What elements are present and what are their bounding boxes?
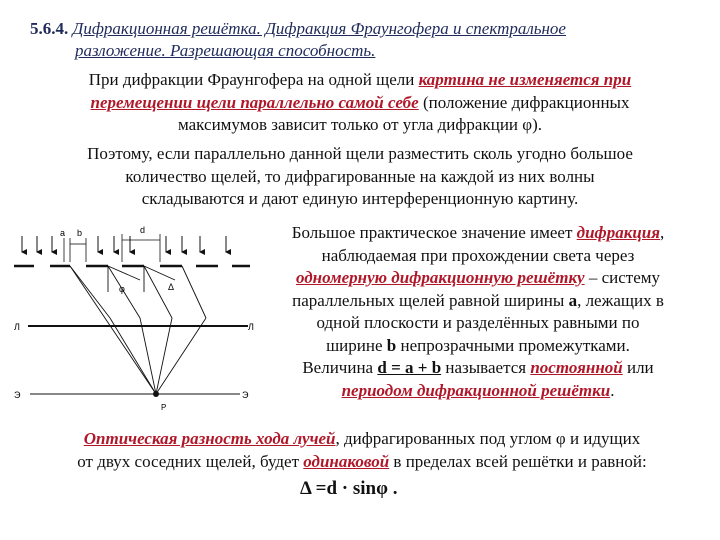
rt-l8-b: . xyxy=(610,380,615,400)
p1-text-a: При дифракции Фраунгофера на одной щели xyxy=(88,70,419,89)
rt-symbol-a: a xyxy=(568,290,578,310)
label-lens-right: Л xyxy=(248,322,254,332)
rt-red-diffraction: дифракция xyxy=(576,223,661,242)
rt-line-2: наблюдаемая при прохождении света через xyxy=(321,245,635,265)
grating-diagram xyxy=(10,222,255,420)
label-screen-right: Э xyxy=(242,390,249,400)
rt-red-constant: постоянной xyxy=(530,358,623,377)
path-difference-paragraph xyxy=(20,428,704,473)
rt-l4-a: параллельных щелей равной ширины xyxy=(292,290,569,310)
label-lens-left: Л xyxy=(14,322,20,332)
rt-l1-a: Большое практическое значение имеет xyxy=(291,223,577,242)
paragraph-many-slits xyxy=(20,143,700,211)
title-line-2: разложение. Разрешающая способность. xyxy=(75,41,376,60)
label-point: P xyxy=(161,403,167,412)
rt-formula-d: d = a + b xyxy=(377,358,442,377)
p1-text-c: максимумов зависит только от угла дифракции φ). xyxy=(178,115,542,134)
formula-path-difference: Δ =d · sinφ . xyxy=(300,478,398,499)
section-number: 5.6.4. xyxy=(30,19,69,38)
point-p xyxy=(153,391,159,397)
diffracted-rays xyxy=(70,266,206,394)
rt-l3-b: – систему xyxy=(584,268,661,287)
p2-line-3: складываются и дают единую интерференционную картину. xyxy=(141,189,579,208)
label-screen-left: Э xyxy=(14,390,21,400)
p1-text-b: (положение дифракционных xyxy=(418,92,630,112)
p2-line-2: количество щелей, то дифрагированные на каждой из них волны xyxy=(125,166,595,186)
bt-l2-c: в пределах всей решётки и равной: xyxy=(389,451,647,471)
rt-red-period: периодом дифракционной решётки xyxy=(341,380,611,400)
label-d: d xyxy=(140,225,146,235)
bt-l2-a: от двух соседних щелей, будет xyxy=(77,451,304,471)
p1-red-b: перемещении щели параллельно самой себе xyxy=(90,92,419,112)
title-line-1: Дифракционная решётка. Дифракция Фраунгофера и спектральное xyxy=(72,19,566,38)
rt-l6-a: ширине xyxy=(326,335,387,355)
label-b: b xyxy=(77,228,83,238)
rt-l7-c: называется xyxy=(441,358,531,377)
grating-definition xyxy=(252,222,704,402)
incident-rays xyxy=(22,236,226,252)
paragraph-fraunhofer xyxy=(20,69,700,137)
rt-l6-c: непрозрачными промежутками. xyxy=(396,335,630,355)
rt-l1-c: , xyxy=(660,223,665,242)
rt-l7-a: Величина xyxy=(302,358,378,377)
p1-red-a: картина не изменяется при xyxy=(418,70,632,89)
rt-l4-c: , лежащих в xyxy=(577,290,664,310)
rt-line-5: одной плоскости и разделённых равными по xyxy=(316,313,640,332)
label-phi: φ xyxy=(119,284,125,294)
label-a: a xyxy=(60,228,66,238)
label-delta: Δ xyxy=(168,282,175,292)
bt-red-same: одинаковой xyxy=(303,451,390,471)
section-title xyxy=(30,18,710,62)
rt-l7-d: или xyxy=(622,358,654,377)
p2-line-1: Поэтому, если параллельно данной щели разместить сколь угодно большое xyxy=(87,144,633,163)
rt-symbol-b: b xyxy=(386,335,397,355)
rt-red-grating: одномерную дифракционную решётку xyxy=(295,268,585,287)
bt-red-path-diff: Оптическая разность хода лучей xyxy=(83,429,336,448)
bt-l1-b: , дифрагированных под углом φ и идущих xyxy=(335,429,641,448)
